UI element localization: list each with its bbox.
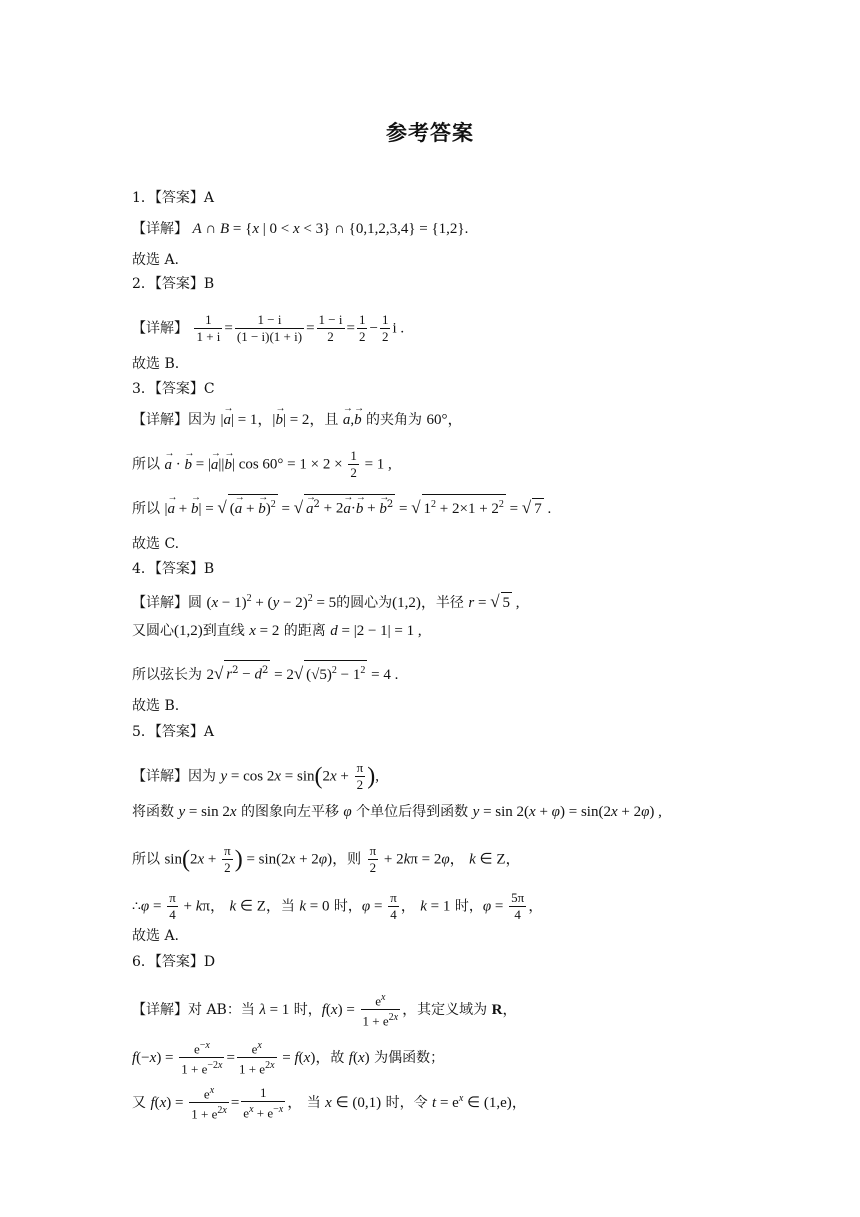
- q5-therefore: ∴φ = $\frac{\pi}{4}$ + kπ， k ∈ Z，当 k = 0 时，φ = $\frac{\pi}{4}$ ， k = 1 时，φ = $\frac{5\pi}{4}$ ，: [132, 890, 544, 922]
- q4-distance: 又圆心(1,2)到直线 x = 2 的距离 d = |2 − 1| = 1 ,: [132, 623, 422, 639]
- q1-detail: 【详解】 A ∩ B = {x | 0 < x < 3} ∩ {0,1,2,3,4} = {1,2}.: [132, 221, 469, 237]
- q5-choose: 故选 A.: [132, 928, 180, 944]
- q5-so: 所以 sin(2x + $\frac{\pi}{2}$ ) = sin(2x + 2φ)，则 $\frac{\pi}{2}$ + 2kπ = 2φ， k ∈ Z，: [132, 843, 521, 875]
- q2-detail: 【详解】 $\frac{1}{1 + i}$ = $\frac{1 - i}{(1 - i)(1 + i)}$ = $\frac{1 - i}{2}$ = $\frac{1}{2}$ − $\frac{1}{2}$ i .: [132, 312, 405, 344]
- q5-detail: 【详解】因为 y = cos 2x = sin(2x + $\frac{\pi}{2}$ ),: [132, 760, 379, 792]
- q5-answer: 5．【答案】A: [132, 724, 215, 740]
- q1-answer: 1．【答案】A: [132, 190, 215, 206]
- q3-answer: 3．【答案】C: [132, 381, 215, 397]
- q3-detail: 【详解】因为 |→ a| = 1，|→ b| = 2，且 → a,→ b 的夹角为 60°，: [132, 410, 463, 430]
- q5-shift: 将函数 y = sin 2x 的图象向左平移 φ 个单位后得到函数 y = sin 2(x + φ) = sin(2x + 2φ) ,: [132, 804, 662, 820]
- q6-answer: 6．【答案】D: [132, 954, 216, 970]
- page-title: 参考答案: [386, 121, 474, 145]
- q3-choose: 故选 C.: [132, 536, 180, 552]
- q6-substitution: 又 f(x) = $\frac{e^x}{1 + e^{2x}}$ = $\frac{1}{e^x + e^{-x}}$ ， 当 x ∈ (0,1) 时，令 $t = e^x$ ∈ (1,e)，: [132, 1084, 527, 1122]
- q2-answer: 2．【答案】B: [132, 276, 215, 292]
- q3-dot-product: 所以 → a · → b = |→ a||→ b| cos 60° = 1 × 2 × $\frac{1}{2}$ = 1 ,: [132, 448, 392, 481]
- q4-chord: 所以弦长为 2√ $r^2 - d^2 = 2√$ $(√5)^2 - 1^2 = 4$ .: [132, 660, 398, 685]
- q6-detail: 【详解】对 AB：当 λ = 1 时，f(x) = $\frac{e^x}{1 + e^{2x}}$ ，其定义域为 R，: [132, 992, 518, 1029]
- q1-choose: 故选 A.: [132, 252, 180, 268]
- q4-choose: 故选 B.: [132, 698, 180, 714]
- q4-answer: 4．【答案】B: [132, 561, 215, 577]
- q6-even: f(−x) = $\frac{e^{-x}}{1 + e^{-2x}}$ = $\frac{e^x}{1 + e^{2x}}$ = f(x)，故 f(x) 为偶函数；: [132, 1040, 445, 1077]
- q3-magnitude: 所以 |→ a + → b| = √ (→ a + → b)$^2$ = √→ $a^2 + 2\to a\cdot\to b$ + → $b^2$ = √ $1^2 + 2\times 1 + 2^2$ = √ 7 .: [132, 494, 551, 519]
- q2-choose: 故选 B.: [132, 356, 180, 372]
- q4-detail: 【详解】圆 $(x - 1)^2 + (y - 2)^2 = 5$的圆心为(1,2)，半径 r = √ 5 ,: [132, 592, 520, 611]
